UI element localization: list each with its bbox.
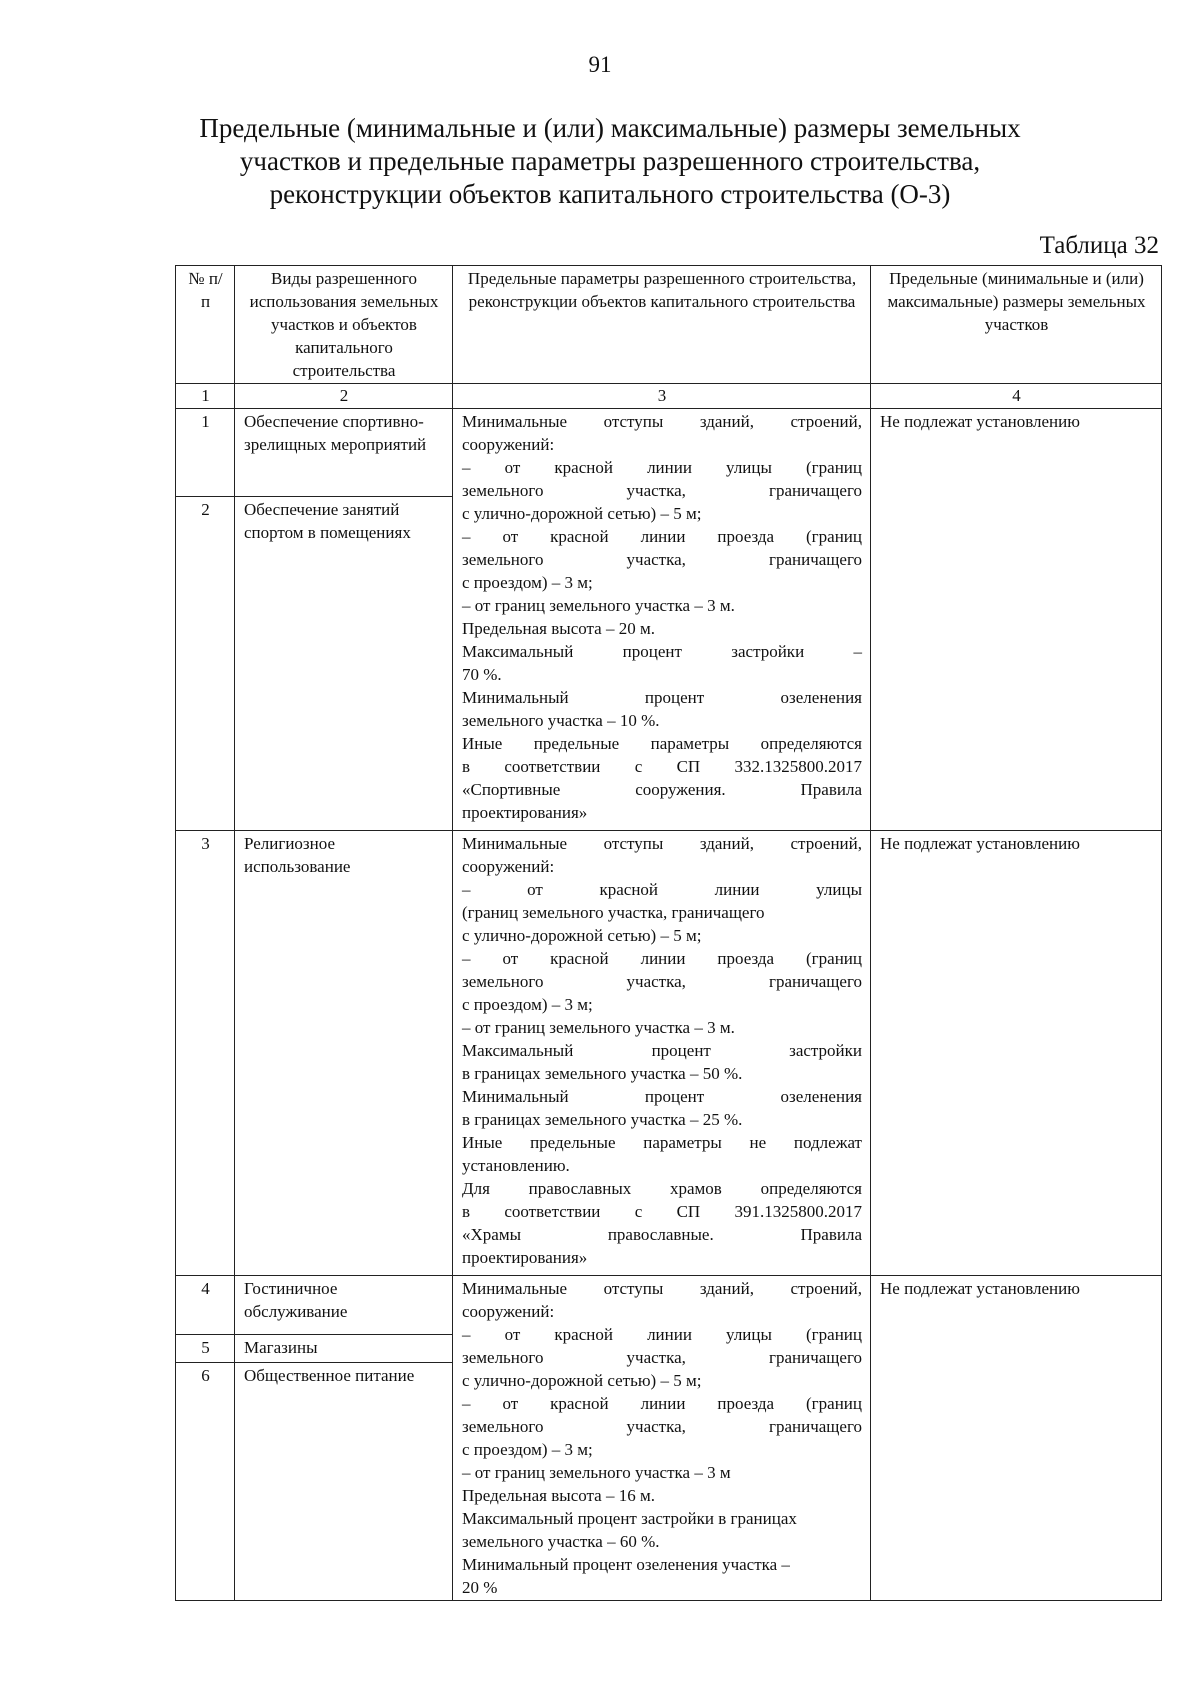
row-params (453, 831, 871, 1276)
param-line: – от красной линии улицы (границ (462, 458, 862, 477)
table-caption: Таблица 32 (1039, 232, 1159, 259)
param-line: – от красной линии проезда (границ (462, 1394, 862, 1413)
param-line: земельного участка, граничащего (462, 972, 862, 991)
param-line: Иные предельные параметры не подлежат (462, 1133, 862, 1152)
row-use: Обеспечение занятий спортом в помещениях (235, 497, 453, 831)
param-line: Максимальный процент застройки в границах (462, 1509, 797, 1528)
column-number: 1 (176, 384, 235, 409)
param-line: с улично-дорожной сетью) – 5 м; (462, 504, 702, 523)
param-line: – от границ земельного участка – 3 м (462, 1463, 731, 1482)
row-num: 2 (176, 497, 235, 831)
param-line: земельного участка – 10 %. (462, 711, 660, 730)
param-line: «Храмы православные. Правила (462, 1225, 862, 1244)
table-row (176, 831, 1162, 1276)
column-number: 3 (453, 384, 871, 409)
param-line: земельного участка, граничащего (462, 1417, 862, 1436)
param-line: земельного участка, граничащего (462, 550, 862, 569)
param-line: – от красной линии проезда (границ (462, 527, 862, 546)
table-row (176, 409, 1162, 497)
table-header-row (176, 266, 1162, 384)
param-line: – от красной линии улицы (462, 880, 862, 899)
param-line: сооружений: (462, 1302, 555, 1321)
param-line: Минимальный процент озеленения (462, 1087, 862, 1106)
param-line: Для православных храмов определяются (462, 1179, 862, 1198)
param-line: – от красной линии проезда (границ (462, 949, 862, 968)
param-line: земельного участка, граничащего (462, 481, 862, 500)
row-num: 4 (176, 1276, 235, 1335)
param-line: (границ земельного участка, граничащего (462, 903, 765, 922)
row-num: 1 (176, 409, 235, 497)
param-line: проектирования» (462, 1248, 588, 1267)
param-line: Предельная высота – 16 м. (462, 1486, 655, 1505)
row-params (453, 1276, 871, 1601)
param-line: Предельная высота – 20 м. (462, 619, 655, 638)
param-line: сооружений: (462, 435, 555, 454)
row-use: Магазины (235, 1334, 453, 1362)
row-num: 6 (176, 1362, 235, 1600)
row-use: Общественное питание (235, 1362, 453, 1600)
header-params: Предельные параметры разрешенного строительства, реконструкции объектов капитального строительства (453, 266, 871, 384)
param-line: сооружений: (462, 857, 555, 876)
param-line: Минимальный процент озеленения (462, 688, 862, 707)
header-num: № п/п (176, 266, 235, 384)
param-line: с проездом) – 3 м; (462, 1440, 593, 1459)
param-line: с проездом) – 3 м; (462, 995, 593, 1014)
param-line: 20 % (462, 1578, 498, 1597)
row-sizes: Не подлежат установлению (871, 831, 1162, 1276)
param-line: Минимальный процент озеленения участка – (462, 1555, 790, 1574)
param-line: в соответствии с СП 391.1325800.2017 (462, 1202, 862, 1221)
title-line: реконструкции объектов капитального строительства (О-3) (269, 179, 951, 209)
row-num: 5 (176, 1334, 235, 1362)
title-line: участков и предельные параметры разрешенного строительства, (239, 146, 981, 176)
title-line: Предельные (минимальные и (или) максимальные) размеры земельных (199, 113, 1021, 143)
document-title (150, 112, 1070, 211)
row-sizes: Не подлежат установлению (871, 1276, 1162, 1601)
column-number: 4 (871, 384, 1162, 409)
param-line: в границах земельного участка – 50 %. (462, 1064, 743, 1083)
param-line: Максимальный процент застройки (462, 1041, 862, 1060)
table-row (176, 1276, 1162, 1335)
column-number: 2 (235, 384, 453, 409)
param-line: – от границ земельного участка – 3 м. (462, 596, 735, 615)
param-line: с проездом) – 3 м; (462, 573, 593, 592)
param-line: Минимальные отступы зданий, строений, (462, 834, 862, 853)
row-use: Религиозное использование (235, 831, 453, 1276)
param-line: Минимальные отступы зданий, строений, (462, 412, 862, 431)
header-use: Виды разрешенного использования земельных участков и объектов капитального строительства (235, 266, 453, 384)
param-line: Минимальные отступы зданий, строений, (462, 1279, 862, 1298)
param-line: в соответствии с СП 332.1325800.2017 (462, 757, 862, 776)
param-line: с улично-дорожной сетью) – 5 м; (462, 1371, 702, 1390)
page-number: 91 (588, 52, 612, 77)
param-line: Иные предельные параметры определяются (462, 734, 862, 753)
param-line: – от границ земельного участка – 3 м. (462, 1018, 735, 1037)
param-line: с улично-дорожной сетью) – 5 м; (462, 926, 702, 945)
column-numbers-row (176, 384, 1162, 409)
param-line: земельного участка – 60 %. (462, 1532, 660, 1551)
header-sizes: Предельные (минимальные и (или) максимальные) размеры земельных участков (871, 266, 1162, 384)
row-sizes: Не подлежат установлению (871, 409, 1162, 831)
param-line: «Спортивные сооружения. Правила (462, 780, 862, 799)
row-num: 3 (176, 831, 235, 1276)
param-line: установлению. (462, 1156, 570, 1175)
param-line: земельного участка, граничащего (462, 1348, 862, 1367)
row-use: Обеспечение спортивно-зрелищных мероприятий (235, 409, 453, 497)
param-line: 70 %. (462, 665, 502, 684)
row-params (453, 409, 871, 831)
param-line: Максимальный процент застройки – (462, 642, 862, 661)
param-line: проектирования» (462, 803, 588, 822)
param-line: в границах земельного участка – 25 %. (462, 1110, 743, 1129)
row-use: Гостиничное обслуживание (235, 1276, 453, 1335)
parameters-table (175, 265, 1162, 1601)
param-line: – от красной линии улицы (границ (462, 1325, 862, 1344)
